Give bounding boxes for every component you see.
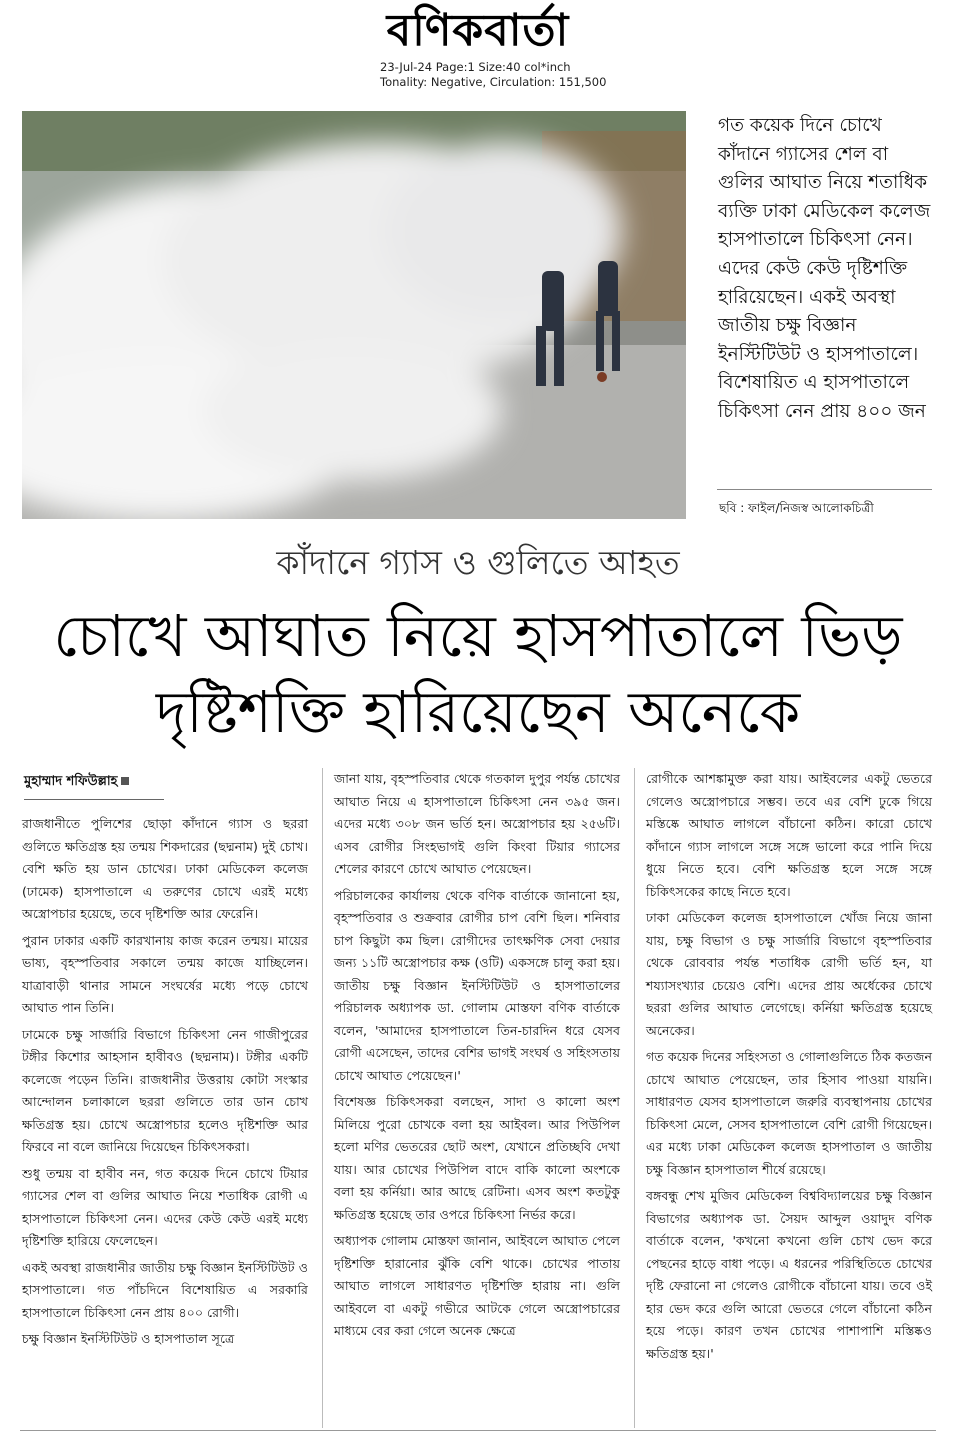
news-photo [22,111,686,519]
paragraph: জানা যায়, বৃহস্পতিবার থেকে গতকাল দুপুর পর্যন্ত চোখের আঘাত নিয়ে এ হাসপাতালে চিকিৎসা নেন ৩৯৫ জন। এদের মধ্যে ৩০৮ জন ভর্তি হন। অস্ত্রোপচার হয় ২৫৬টি। এসব রোগীর সিংহভাগই গুলি কিংবা টিয়ার গ্যাসের শেলের কারণে চোখে আঘাত পেয়েছেন। [334,771,620,876]
clipping-meta-line2: Tonality: Negative, Circulation: 151,500 [380,75,607,89]
paragraph: পরিচালকের কার্যালয় থেকে বণিক বার্তাকে জানানো হয়, বৃহস্পতিবার ও শুক্রবার রোগীর চাপ বেশি ছিল। শনিবার চাপ কিছুটা কম ছিল। রোগীদের তাৎক্ষণিক সেবা দেয়ার জন্য ১১টি অস্ত্রোপচার কক্ষ (ওটি) একসঙ্গে চালু করা হয়। জাতীয় চক্ষু বিজ্ঞান ইনস্টিটিউট ও হাসপাতালের পরিচালক অধ্যাপক ডা. গোলাম মোস্তফা বণিক বার্তাকে বলেন, 'আমাদের হাসপাতালে তিন-চারদিন ধরে যেসব রোগী এসেছেন, তাদের বেশির ভাগই সংঘর্ষ ও সহিংসতায় চোখে আঘাত পেয়েছেন।' [334,887,620,1083]
paragraph: রোগীকে আশঙ্কামুক্ত করা যায়। আইবলের একটু ভেতরে গেলেও অস্ত্রোপচারে সম্ভব। তবে এর বেশি ঢুকে গিয়ে মস্তিষ্কে আঘাত লাগলে বাঁচানো কঠিন। কারো চোখে কাঁদানে গ্যাস লাগলে সঙ্গে সঙ্গে ভালো করে পানি দিয়ে ধুয়ে নিতে হবে। বেশি ক্ষতিগ্রস্ত হলে সঙ্গে সঙ্গে চিকিৎসকের কাছে নিতে হবে। [646,771,932,899]
paragraph: গত কয়েক দিনের সহিংসতা ও গোলাগুলিতে ঠিক কতজন চোখে আঘাত পেয়েছেন, তার হিসাব পাওয়া যায়নি। সাধারণত যেসব হাসপাতালে জরুরি ব্যবস্থাপনায় চোখের চিকিৎসা মেলে, সেসব হাসপাতালে বেশি রোগী গিয়েছেন। এর মধ্যে ঢাকা মেডিকেল কলেজ হাসপাতাল ও জাতীয় চক্ষু বিজ্ঞান হাসপাতাল শীর্ষে রয়েছে। [646,1049,932,1177]
article-column-3 [646,768,932,1369]
tear-gas-photo-illustration [22,111,686,519]
clipping-meta [380,60,606,90]
article-column-1 [22,813,308,1355]
newspaper-logo: বণিকবার্তা [386,5,570,56]
column-divider [634,768,635,1428]
clipping-meta-line1: 23-Jul-24 Page:1 Size:40 col*inch [380,60,571,74]
paragraph: অধ্যাপক গোলাম মোস্তফা জানান, আইবলে আঘাত পেলে দৃষ্টিশক্তি হারানোর ঝুঁকি বেশি থাকে। চোখের পাতায় আঘাত লাগলে সাধারণত দৃষ্টিশক্তি হারায় না। গুলি আইবলে বা একটু গভীরে আটকে গেলে অস্ত্রোপচারের মাধ্যমে বের করা গেলে অনেক ক্ষেত্রে [334,1233,620,1338]
paragraph: পুরান ঢাকার একটি কারখানায় কাজ করেন তন্ময়। মায়ের ভাষ্য, বৃহস্পতিবার সকালে তন্ময় কাজে যাচ্ছিলেন। যাত্রাবাড়ী থানার সামনে সংঘর্ষের মধ্যে পড়ে চোখে আঘাত পান তিনি। [22,932,308,1015]
caption-divider [717,489,932,490]
article-headline [0,598,956,750]
paragraph: রাজধানীতে পুলিশের ছোড়া কাঁদানে গ্যাস ও ছররা গুলিতে ক্ষতিগ্রস্ত হয় তন্ময় শিকদারের (ছদ্মনাম) দুই চোখ। বেশি ক্ষতি হয় ডান চোখের। ঢাকা মেডিকেল কলেজ (ঢামেক) হাসপাতালে এ তরুণের চোখে এরই মধ্যে অস্ত্রোপচার হয়েছে, তবে দৃষ্টিশক্তি আর ফেরেনি। [22,816,308,921]
paragraph: চক্ষু বিজ্ঞান ইনস্টিটিউট ও হাসপাতাল সূত্রে [22,1331,235,1346]
page-bottom-rule [20,1430,936,1431]
author-name: মুহাম্মাদ শফিউল্লাহ [24,774,118,789]
headline-line-1: চোখে আঘাত নিয়ে হাসপাতালে ভিড় [53,602,903,670]
masthead [0,6,956,56]
byline [24,772,164,800]
byline-square-icon [121,777,129,785]
paragraph: বিশেষজ্ঞ চিকিৎসকরা বলছেন, সাদা ও কালো অংশ মিলিয়ে পুরো চোখকে বলা হয় আইবল। আর পিউপিল হলো মণির ভেতরের ছোট অংশ, যেখানে প্রতিচ্ছবি দেখা যায়। আর চোখের পিউপিল বাদে বাকি কালো অংশকে বলা হয় কর্নিয়া। আর আছে রেটিনা। এসব অংশ কতটুকু ক্ষতিগ্রস্ত হয়েছে তার ওপরে চিকিৎসা নির্ভর করে। [334,1094,620,1222]
column-divider [322,768,323,1428]
paragraph: ঢাকা মেডিকেল কলেজ হাসপাতালে খোঁজ নিয়ে জানা যায়, চক্ষু বিভাগ ও চক্ষু সার্জারি বিভাগে বৃহস্পতিবার থেকে রোববার পর্যন্ত শতাধিক রোগী ভর্তি হন, যা শয্যাসংখ্যার চেয়েও বেশি। এদের প্রায় অর্ধেকের চোখে ছররা গুলির আঘাত লেগেছে। কর্নিয়া ক্ষতিগ্রস্ত হয়েছে অনেকের। [646,910,932,1038]
headline-line-2: দৃষ্টিশক্তি হারিয়েছেন অনেকে [155,678,801,746]
paragraph: বঙ্গবন্ধু শেখ মুজিব মেডিকেল বিশ্ববিদ্যালয়ের চক্ষু বিজ্ঞান বিভাগের অধ্যাপক ডা. সৈয়দ আব্দুল ওয়াদুদ বণিক বার্তাকে বলেন, 'কখনো কখনো গুলি চোখ ভেদ করে পেছনের হাড়ে বাধা পড়ে। এ ধরনের পরিস্থিতিতে চোখের দৃষ্টি ফেরানো না গেলেও রোগীকে বাঁচানো যায়। তবে ওই হার ভেদ করে গুলি আরো ভেতরে গেলে বাঁচানো কঠিন হয়ে পড়ে। কারণ তখন চোখের পাশাপাশি মস্তিষ্কও ক্ষতিগ্রস্ত হয়।' [646,1188,932,1361]
photo-credit: ছবি : ফাইল/নিজস্ব আলোকচিত্রী [719,501,874,515]
photo-caption: গত কয়েক দিনে চোখে কাঁদানে গ্যাসের শেল বা গুলির আঘাত নিয়ে শতাধিক ব্যক্তি ঢাকা মেডিকেল কলেজ হাসপাতালে চিকিৎসা নেন। এদের কেউ কেউ দৃষ্টিশক্তি হারিয়েছেন। একই অবস্থা জাতীয় চক্ষু বিজ্ঞান ইনস্টিটিউট ও হাসপাতালে। বিশেষায়িত এ হাসপাতালে চিকিৎসা নেন প্রায় ৪০০ জন [718,115,931,422]
article-column-2 [334,768,620,1347]
article-kicker: কাঁদানে গ্যাস ও গুলিতে আহত [276,543,680,582]
paragraph: একই অবস্থা রাজধানীর জাতীয় চক্ষু বিজ্ঞান ইনস্টিটিউট ও হাসপাতালে। গত পাঁচদিনে বিশেষায়িত এ সরকারি হাসপাতালে চিকিৎসা নেন প্রায় ৪০০ রোগী। [22,1259,308,1320]
paragraph: শুধু তন্ময় বা হাবীব নন, গত কয়েক দিনে চোখে টিয়ার গ্যাসের শেল বা গুলির আঘাত নিয়ে শতাধিক রোগী এ হাসপাতালে চিকিৎসা নেন। এদের কেউ কেউ এরই মধ্যে দৃষ্টিশক্তি হারিয়ে ফেলেছেন। [22,1165,308,1248]
paragraph: ঢামেকে চক্ষু সার্জারি বিভাগে চিকিৎসা নেন গাজীপুরের টঙ্গীর কিশোর আহসান হাবীবও (ছদ্মনাম)। টঙ্গীর একটি কলেজে পড়েন তিনি। রাজধানীর উত্তরায় কোটা সংস্কার আন্দোলন চলাকালে ছররা গুলিতে তার ডান চোখ ক্ষতিগ্রস্ত হয়। চোখে অস্ত্রোপচার হলেও দৃষ্টিশক্তি আর ফিরবে না বলে জানিয়ে দিয়েছেন চিকিৎসকরা। [22,1026,308,1154]
